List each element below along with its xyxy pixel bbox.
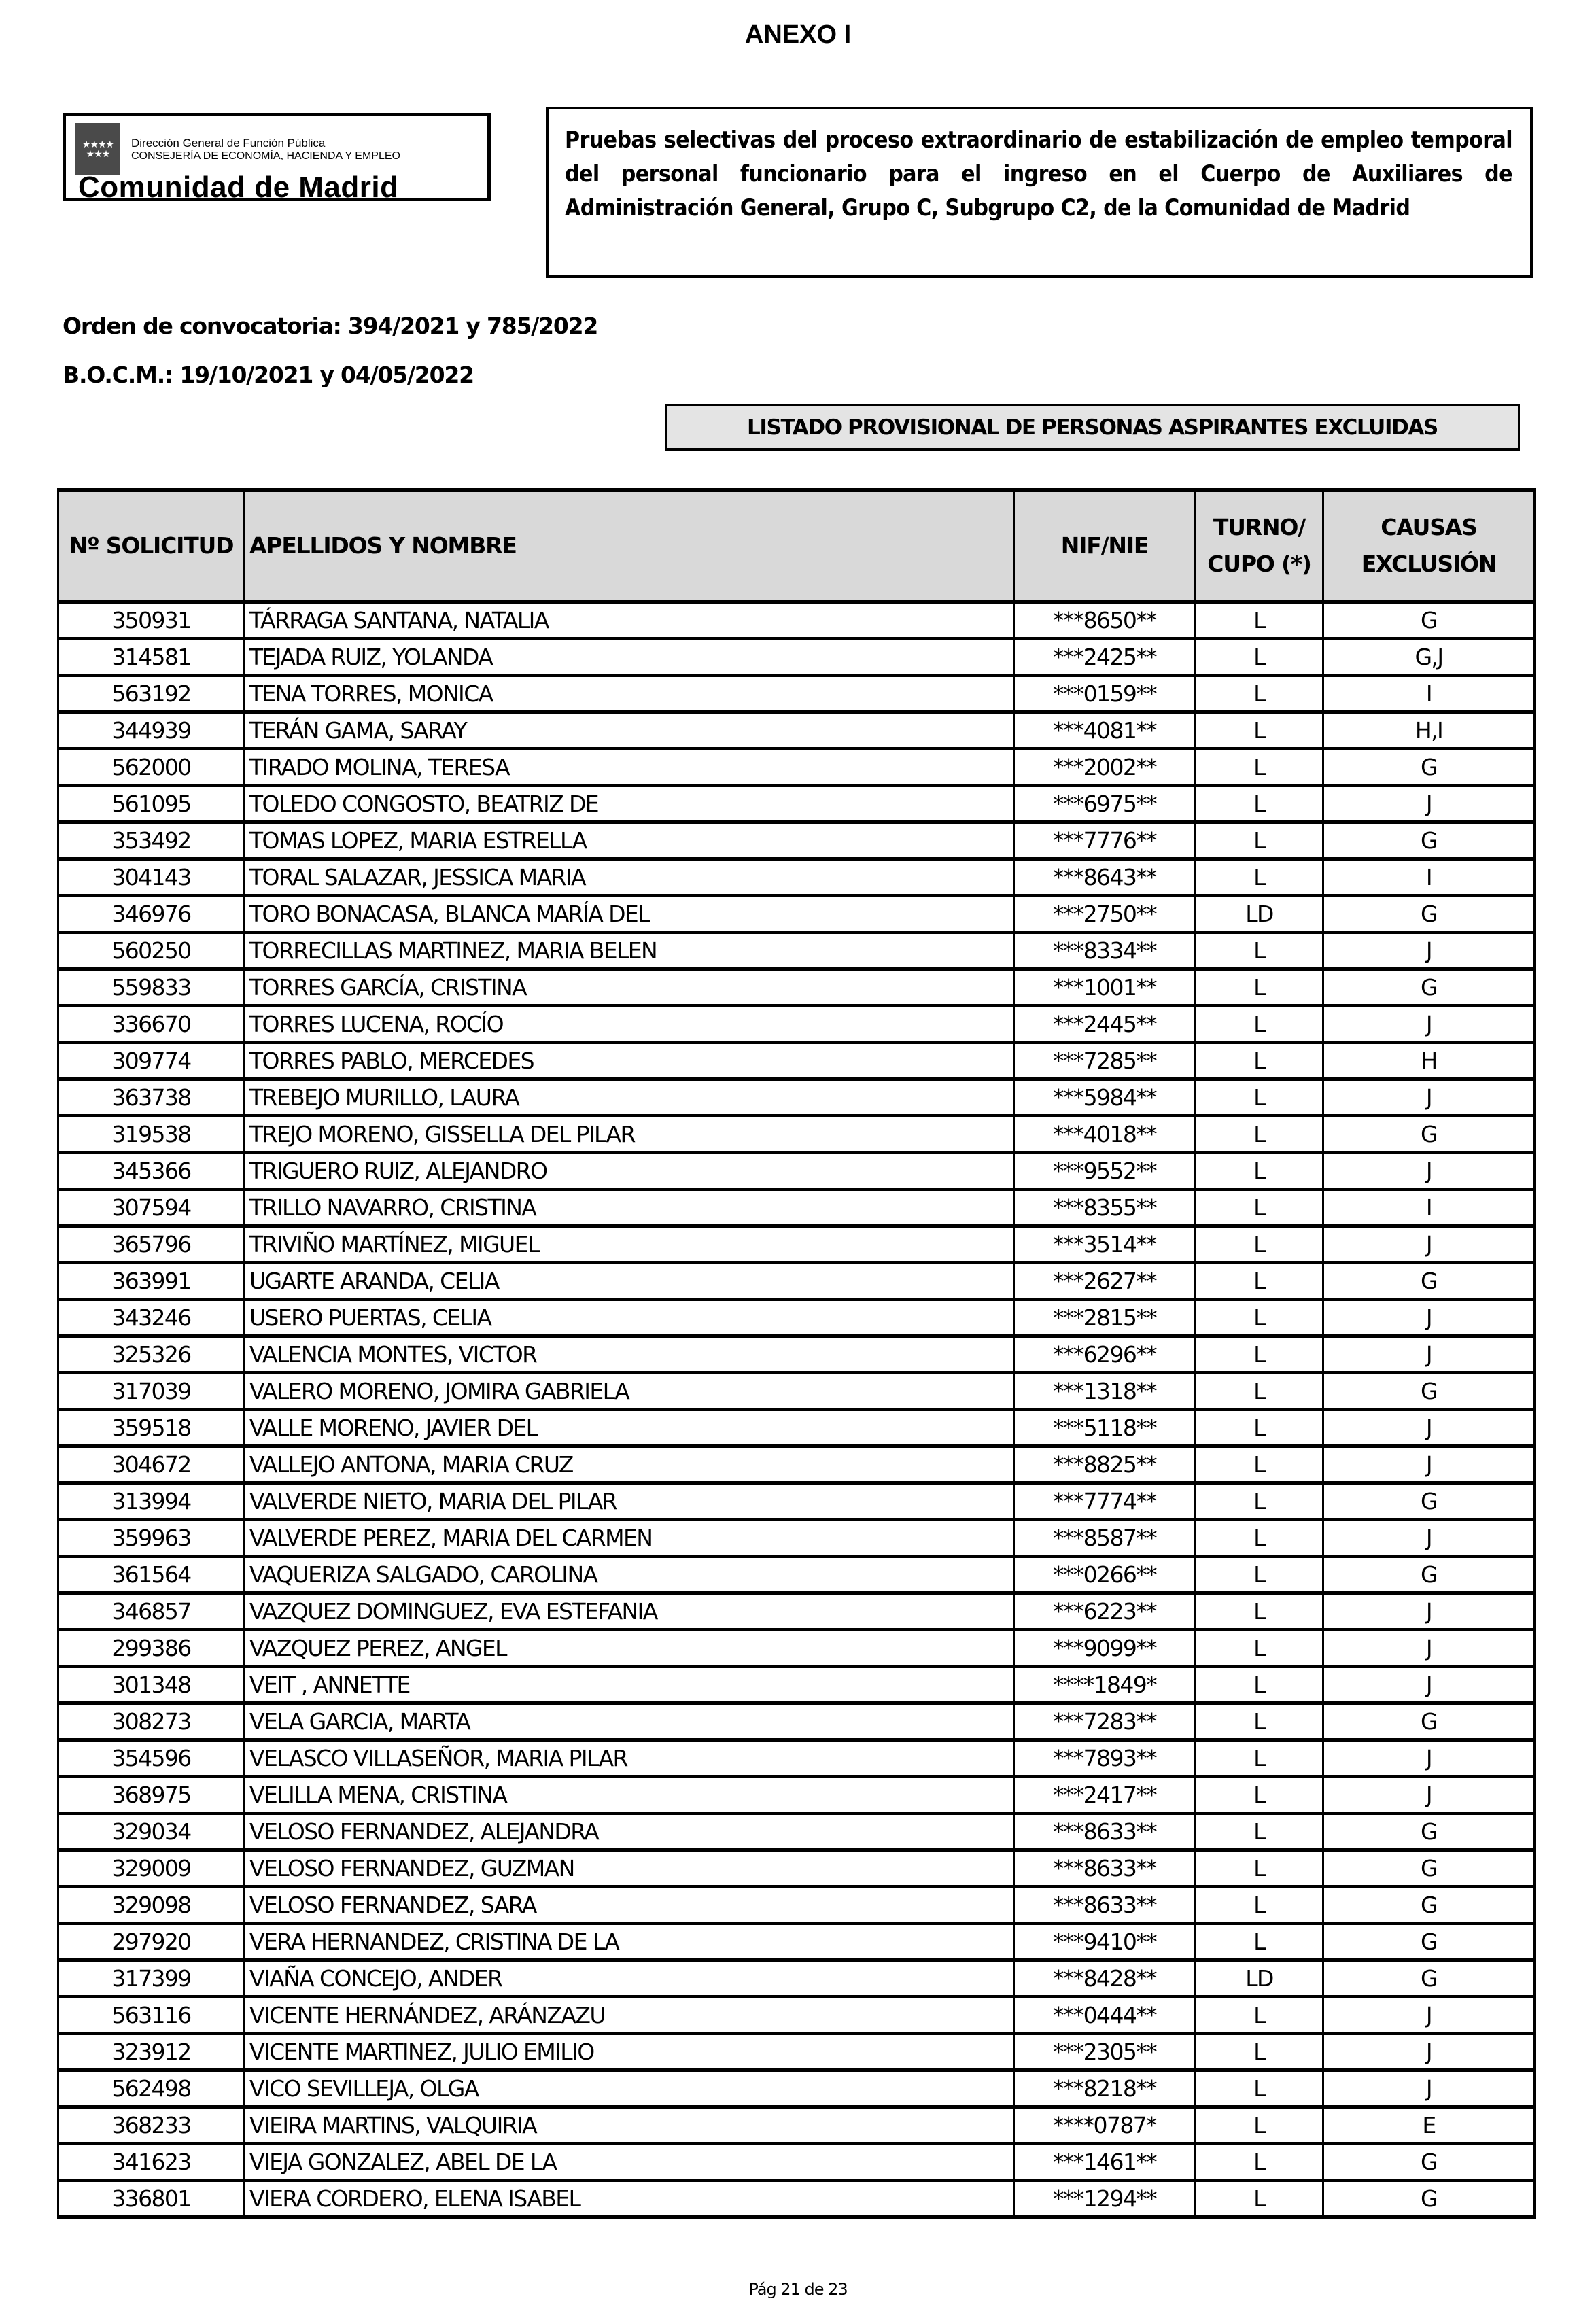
cell-nif: ***2417** <box>1014 1777 1196 1814</box>
cell-solicitud: 308273 <box>58 1703 245 1740</box>
table-row <box>58 2144 1535 2181</box>
cell-nombre: TERÁN GAMA, SARAY <box>245 712 1014 749</box>
cell-turno: L <box>1196 2034 1323 2070</box>
cell-causas: G <box>1323 1924 1535 1960</box>
cell-nombre: TOMAS LOPEZ, MARIA ESTRELLA <box>245 822 1014 859</box>
cell-nombre: VELA GARCIA, MARTA <box>245 1703 1014 1740</box>
cell-nombre: TORO BONACASA, BLANCA MARÍA DEL <box>245 896 1014 933</box>
cell-solicitud: 319538 <box>58 1116 245 1153</box>
cell-nif: ***2002** <box>1014 749 1196 786</box>
column-header-nombre: APELLIDOS Y NOMBRE <box>245 490 1014 602</box>
cell-nombre: TREBEJO MURILLO, LAURA <box>245 1079 1014 1116</box>
cell-causas: J <box>1323 786 1535 822</box>
table-row <box>58 1997 1535 2034</box>
cell-causas: G <box>1323 1887 1535 1924</box>
cell-nif: ***2445** <box>1014 1006 1196 1043</box>
cell-solicitud: 359518 <box>58 1410 245 1446</box>
table-body <box>58 602 1535 2217</box>
cell-nombre: VAQUERIZA SALGADO, CAROLINA <box>245 1557 1014 1593</box>
table-row <box>58 1300 1535 1336</box>
madrid-stars-emblem-icon <box>75 123 120 175</box>
cell-causas: G <box>1323 1814 1535 1850</box>
stars-row-2: ★★★ <box>86 148 110 159</box>
cell-nombre: VALERO MORENO, JOMIRA GABRIELA <box>245 1373 1014 1410</box>
cell-turno: L <box>1196 933 1323 969</box>
cell-turno: L <box>1196 1703 1323 1740</box>
cell-turno: L <box>1196 1777 1323 1814</box>
causas-header-line1: CAUSAS <box>1381 514 1477 540</box>
column-header-turno <box>1196 490 1323 602</box>
cell-causas: H,I <box>1323 712 1535 749</box>
table-header-row <box>58 490 1535 602</box>
logo-wordmark: Comunidad de Madrid <box>78 171 399 204</box>
table-row <box>58 676 1535 712</box>
cell-nombre: TIRADO MOLINA, TERESA <box>245 749 1014 786</box>
cell-solicitud: 563116 <box>58 1997 245 2034</box>
table-row <box>58 1630 1535 1667</box>
cell-turno: L <box>1196 1079 1323 1116</box>
cell-solicitud: 317039 <box>58 1373 245 1410</box>
table-row <box>58 1226 1535 1263</box>
table-row <box>58 933 1535 969</box>
cell-solicitud: 559833 <box>58 969 245 1006</box>
cell-turno: L <box>1196 1997 1323 2034</box>
cell-nif: ***8825** <box>1014 1446 1196 1483</box>
cell-nif: ***8334** <box>1014 933 1196 969</box>
cell-causas: J <box>1323 1410 1535 1446</box>
cell-solicitud: 368975 <box>58 1777 245 1814</box>
cell-nif: ***9099** <box>1014 1630 1196 1667</box>
cell-solicitud: 304143 <box>58 859 245 896</box>
cell-nif: ***8428** <box>1014 1960 1196 1997</box>
cell-turno: L <box>1196 1520 1323 1557</box>
cell-nombre: TREJO MORENO, GISSELLA DEL PILAR <box>245 1116 1014 1153</box>
table-row <box>58 749 1535 786</box>
cell-turno: L <box>1196 1226 1323 1263</box>
cell-nombre: VIERA CORDERO, ELENA ISABEL <box>245 2181 1014 2218</box>
cell-nif: ***1001** <box>1014 969 1196 1006</box>
table-row <box>58 822 1535 859</box>
table-row <box>58 1960 1535 1997</box>
cell-turno: L <box>1196 822 1323 859</box>
cell-causas: G <box>1323 1703 1535 1740</box>
turno-header-line1: TURNO/ <box>1213 514 1306 540</box>
cell-nif: ***8633** <box>1014 1814 1196 1850</box>
cell-nif: ***7774** <box>1014 1483 1196 1520</box>
cell-causas: G <box>1323 1483 1535 1520</box>
cell-nombre: VELASCO VILLASEÑOR, MARIA PILAR <box>245 1740 1014 1777</box>
table-row <box>58 1190 1535 1226</box>
cell-causas: J <box>1323 1446 1535 1483</box>
cell-turno: L <box>1196 1667 1323 1703</box>
comunidad-de-madrid-logo <box>63 113 491 204</box>
cell-nombre: VALVERDE NIETO, MARIA DEL PILAR <box>245 1483 1014 1520</box>
cell-causas: I <box>1323 859 1535 896</box>
cell-nombre: TRILLO NAVARRO, CRISTINA <box>245 1190 1014 1226</box>
table-row <box>58 1520 1535 1557</box>
table-row <box>58 1593 1535 1630</box>
list-title: LISTADO PROVISIONAL DE PERSONAS ASPIRANTES EXCLUIDAS <box>665 404 1520 451</box>
table-row <box>58 639 1535 676</box>
table-row <box>58 1557 1535 1593</box>
cell-causas: J <box>1323 933 1535 969</box>
cell-nombre: VELOSO FERNANDEZ, SARA <box>245 1887 1014 1924</box>
cell-nif: ***7285** <box>1014 1043 1196 1079</box>
cell-solicitud: 365796 <box>58 1226 245 1263</box>
cell-nombre: VERA HERNANDEZ, CRISTINA DE LA <box>245 1924 1014 1960</box>
table-row <box>58 786 1535 822</box>
cell-nombre: TORRES GARCÍA, CRISTINA <box>245 969 1014 1006</box>
cell-turno: L <box>1196 639 1323 676</box>
table-row <box>58 1263 1535 1300</box>
cell-solicitud: 561095 <box>58 786 245 822</box>
cell-nif: ***0444** <box>1014 1997 1196 2034</box>
cell-turno: L <box>1196 2070 1323 2107</box>
table-row <box>58 2181 1535 2218</box>
table-row <box>58 1116 1535 1153</box>
cell-causas: G <box>1323 969 1535 1006</box>
cell-causas: J <box>1323 1336 1535 1373</box>
cell-causas: G <box>1323 1850 1535 1887</box>
cell-causas: J <box>1323 1006 1535 1043</box>
cell-nombre: TORAL SALAZAR, JESSICA MARIA <box>245 859 1014 896</box>
cell-solicitud: 313994 <box>58 1483 245 1520</box>
cell-turno: L <box>1196 676 1323 712</box>
bocm-dates: B.O.C.M.: 19/10/2021 y 04/05/2022 <box>63 362 474 388</box>
cell-solicitud: 314581 <box>58 639 245 676</box>
cell-solicitud: 301348 <box>58 1667 245 1703</box>
table-row <box>58 2107 1535 2144</box>
cell-turno: L <box>1196 1043 1323 1079</box>
stars-row-1: ★★★★ <box>82 139 114 150</box>
cell-nif: ***2425** <box>1014 639 1196 676</box>
cell-turno: L <box>1196 1814 1323 1850</box>
cell-causas: J <box>1323 1153 1535 1190</box>
cell-nombre: TRIVIÑO MARTÍNEZ, MIGUEL <box>245 1226 1014 1263</box>
cell-turno: L <box>1196 2181 1323 2218</box>
cell-turno: L <box>1196 1410 1323 1446</box>
cell-turno: L <box>1196 1373 1323 1410</box>
cell-solicitud: 329034 <box>58 1814 245 1850</box>
cell-nif: ***7776** <box>1014 822 1196 859</box>
cell-nif: ****0787* <box>1014 2107 1196 2144</box>
cell-solicitud: 344939 <box>58 712 245 749</box>
cell-nif: ***8218** <box>1014 2070 1196 2107</box>
column-header-nif: NIF/NIE <box>1014 490 1196 602</box>
cell-solicitud: 336670 <box>58 1006 245 1043</box>
cell-turno: L <box>1196 1153 1323 1190</box>
table-row <box>58 1446 1535 1483</box>
cell-nombre: TOLEDO CONGOSTO, BEATRIZ DE <box>245 786 1014 822</box>
cell-nombre: TÁRRAGA SANTANA, NATALIA <box>245 602 1014 639</box>
cell-nombre: TENA TORRES, MONICA <box>245 676 1014 712</box>
cell-nombre: VALENCIA MONTES, VICTOR <box>245 1336 1014 1373</box>
cell-nif: ***5118** <box>1014 1410 1196 1446</box>
cell-turno: L <box>1196 786 1323 822</box>
cell-nif: ***8633** <box>1014 1887 1196 1924</box>
cell-turno: L <box>1196 1116 1323 1153</box>
table-row <box>58 1887 1535 1924</box>
cell-turno: L <box>1196 1630 1323 1667</box>
cell-solicitud: 336801 <box>58 2181 245 2218</box>
table-row <box>58 1006 1535 1043</box>
cell-nombre: VEIT , ANNETTE <box>245 1667 1014 1703</box>
cell-nif: ***8633** <box>1014 1850 1196 1887</box>
table-row <box>58 712 1535 749</box>
cell-solicitud: 325326 <box>58 1336 245 1373</box>
table-row <box>58 1703 1535 1740</box>
cell-solicitud: 304672 <box>58 1446 245 1483</box>
cell-solicitud: 297920 <box>58 1924 245 1960</box>
cell-nif: ***2815** <box>1014 1300 1196 1336</box>
cell-causas: G <box>1323 1960 1535 1997</box>
cell-turno: LD <box>1196 896 1323 933</box>
cell-causas: J <box>1323 1593 1535 1630</box>
table-row <box>58 1814 1535 1850</box>
cell-nombre: VICENTE HERNÁNDEZ, ARÁNZAZU <box>245 1997 1014 2034</box>
cell-turno: LD <box>1196 1960 1323 1997</box>
causas-header-line2: EXCLUSIÓN <box>1361 551 1497 577</box>
cell-nif: ****1849* <box>1014 1667 1196 1703</box>
cell-nif: ***8650** <box>1014 602 1196 639</box>
cell-solicitud: 329098 <box>58 1887 245 1924</box>
cell-turno: L <box>1196 1190 1323 1226</box>
cell-turno: L <box>1196 1887 1323 1924</box>
cell-causas: J <box>1323 1079 1535 1116</box>
cell-nombre: UGARTE ARANDA, CELIA <box>245 1263 1014 1300</box>
cell-nif: ***2305** <box>1014 2034 1196 2070</box>
cell-turno: L <box>1196 749 1323 786</box>
cell-solicitud: 329009 <box>58 1850 245 1887</box>
table-row <box>58 2070 1535 2107</box>
cell-solicitud: 323912 <box>58 2034 245 2070</box>
cell-turno: L <box>1196 1006 1323 1043</box>
turno-header-line2: CUPO (*) <box>1207 551 1311 577</box>
cell-turno: L <box>1196 1446 1323 1483</box>
cell-solicitud: 361564 <box>58 1557 245 1593</box>
cell-nombre: USERO PUERTAS, CELIA <box>245 1300 1014 1336</box>
cell-nif: ***8587** <box>1014 1520 1196 1557</box>
cell-turno: L <box>1196 2107 1323 2144</box>
cell-causas: J <box>1323 1300 1535 1336</box>
cell-nif: ***2627** <box>1014 1263 1196 1300</box>
table-row <box>58 1924 1535 1960</box>
cell-nombre: VELOSO FERNANDEZ, GUZMAN <box>245 1850 1014 1887</box>
cell-causas: G <box>1323 1557 1535 1593</box>
cell-causas: I <box>1323 1190 1535 1226</box>
cell-turno: L <box>1196 859 1323 896</box>
cell-solicitud: 354596 <box>58 1740 245 1777</box>
cell-nombre: VAZQUEZ PEREZ, ANGEL <box>245 1630 1014 1667</box>
cell-nif: ***4018** <box>1014 1116 1196 1153</box>
cell-nombre: VICO SEVILLEJA, OLGA <box>245 2070 1014 2107</box>
cell-solicitud: 299386 <box>58 1630 245 1667</box>
cell-turno: L <box>1196 1336 1323 1373</box>
cell-nif: ***6223** <box>1014 1593 1196 1630</box>
process-description-box <box>546 107 1533 278</box>
cell-causas: J <box>1323 2070 1535 2107</box>
table-row <box>58 1336 1535 1373</box>
cell-nombre: VELILLA MENA, CRISTINA <box>245 1777 1014 1814</box>
cell-nombre: VALLE MORENO, JAVIER DEL <box>245 1410 1014 1446</box>
cell-nombre: VICENTE MARTINEZ, JULIO EMILIO <box>245 2034 1014 2070</box>
cell-solicitud: 563192 <box>58 676 245 712</box>
cell-nif: ***9410** <box>1014 1924 1196 1960</box>
orden-convocatoria: Orden de convocatoria: 394/2021 y 785/2022 <box>63 313 598 339</box>
cell-nif: ***7893** <box>1014 1740 1196 1777</box>
cell-solicitud: 353492 <box>58 822 245 859</box>
cell-causas: G <box>1323 1116 1535 1153</box>
table-row <box>58 1410 1535 1446</box>
table-row <box>58 1079 1535 1116</box>
cell-causas: J <box>1323 1520 1535 1557</box>
cell-nif: ***9552** <box>1014 1153 1196 1190</box>
cell-causas: G <box>1323 896 1535 933</box>
cell-causas: J <box>1323 1630 1535 1667</box>
cell-turno: L <box>1196 1263 1323 1300</box>
cell-nif: ***5984** <box>1014 1079 1196 1116</box>
cell-nif: ***1318** <box>1014 1373 1196 1410</box>
cell-nombre: VIEJA GONZALEZ, ABEL DE LA <box>245 2144 1014 2181</box>
cell-turno: L <box>1196 1300 1323 1336</box>
cell-solicitud: 560250 <box>58 933 245 969</box>
cell-solicitud: 345366 <box>58 1153 245 1190</box>
table-row <box>58 602 1535 639</box>
cell-solicitud: 363738 <box>58 1079 245 1116</box>
cell-solicitud: 562000 <box>58 749 245 786</box>
cell-solicitud: 346976 <box>58 896 245 933</box>
table-row <box>58 896 1535 933</box>
cell-turno: L <box>1196 712 1323 749</box>
cell-turno: L <box>1196 1483 1323 1520</box>
cell-nombre: TRIGUERO RUIZ, ALEJANDRO <box>245 1153 1014 1190</box>
cell-nif: ***8643** <box>1014 859 1196 896</box>
cell-nif: ***3514** <box>1014 1226 1196 1263</box>
cell-nif: ***6296** <box>1014 1336 1196 1373</box>
cell-causas: G <box>1323 1263 1535 1300</box>
cell-solicitud: 350931 <box>58 602 245 639</box>
cell-nif: ***1294** <box>1014 2181 1196 2218</box>
cell-nif: ***0159** <box>1014 676 1196 712</box>
logo-ministry: CONSEJERÍA DE ECONOMÍA, HACIENDA Y EMPLEO <box>131 150 400 162</box>
excluded-applicants-table <box>57 488 1536 2219</box>
cell-causas: I <box>1323 676 1535 712</box>
page-number: Pág 21 de 23 <box>748 2280 848 2299</box>
cell-turno: L <box>1196 1593 1323 1630</box>
cell-nombre: VAZQUEZ DOMINGUEZ, EVA ESTEFANIA <box>245 1593 1014 1630</box>
table-row <box>58 1483 1535 1520</box>
cell-turno: L <box>1196 969 1323 1006</box>
process-description: Pruebas selectivas del proceso extraordinario de estabilización de empleo temporal del personal funcionario para el ingreso en el Cuerpo de Auxiliares de Administración General, Grupo C, Subgrupo C2, de la Comunidad de Madrid <box>565 126 1512 221</box>
cell-solicitud: 562498 <box>58 2070 245 2107</box>
cell-solicitud: 343246 <box>58 1300 245 1336</box>
cell-solicitud: 317399 <box>58 1960 245 1997</box>
cell-turno: L <box>1196 1557 1323 1593</box>
cell-nif: ***2750** <box>1014 896 1196 933</box>
cell-nombre: VALVERDE PEREZ, MARIA DEL CARMEN <box>245 1520 1014 1557</box>
table-row <box>58 1153 1535 1190</box>
cell-solicitud: 363991 <box>58 1263 245 1300</box>
cell-causas: J <box>1323 1740 1535 1777</box>
cell-nif: ***0266** <box>1014 1557 1196 1593</box>
table-row <box>58 2034 1535 2070</box>
cell-turno: L <box>1196 602 1323 639</box>
cell-nombre: TORRECILLAS MARTINEZ, MARIA BELEN <box>245 933 1014 969</box>
cell-solicitud: 368233 <box>58 2107 245 2144</box>
cell-nif: ***1461** <box>1014 2144 1196 2181</box>
cell-turno: L <box>1196 2144 1323 2181</box>
cell-nombre: VALLEJO ANTONA, MARIA CRUZ <box>245 1446 1014 1483</box>
cell-solicitud: 309774 <box>58 1043 245 1079</box>
cell-causas: G <box>1323 2144 1535 2181</box>
cell-causas: J <box>1323 1997 1535 2034</box>
table-row <box>58 1850 1535 1887</box>
cell-solicitud: 307594 <box>58 1190 245 1226</box>
cell-solicitud: 359963 <box>58 1520 245 1557</box>
cell-causas: H <box>1323 1043 1535 1079</box>
cell-turno: L <box>1196 1850 1323 1887</box>
cell-causas: J <box>1323 2034 1535 2070</box>
cell-nif: ***6975** <box>1014 786 1196 822</box>
cell-nombre: TORRES PABLO, MERCEDES <box>245 1043 1014 1079</box>
cell-causas: G <box>1323 2181 1535 2218</box>
logo-directorate: Dirección General de Función Pública <box>131 137 326 150</box>
cell-causas: G <box>1323 602 1535 639</box>
cell-causas: G <box>1323 1373 1535 1410</box>
cell-turno: L <box>1196 1740 1323 1777</box>
cell-causas: J <box>1323 1667 1535 1703</box>
cell-causas: E <box>1323 2107 1535 2144</box>
cell-nombre: TORRES LUCENA, ROCÍO <box>245 1006 1014 1043</box>
cell-nombre: VIAÑA CONCEJO, ANDER <box>245 1960 1014 1997</box>
cell-nif: ***8355** <box>1014 1190 1196 1226</box>
cell-causas: J <box>1323 1777 1535 1814</box>
table-row <box>58 859 1535 896</box>
cell-nombre: VELOSO FERNANDEZ, ALEJANDRA <box>245 1814 1014 1850</box>
cell-nombre: TEJADA RUIZ, YOLANDA <box>245 639 1014 676</box>
cell-turno: L <box>1196 1924 1323 1960</box>
table-row <box>58 1667 1535 1703</box>
cell-causas: G <box>1323 822 1535 859</box>
cell-nif: ***4081** <box>1014 712 1196 749</box>
cell-nombre: VIEIRA MARTINS, VALQUIRIA <box>245 2107 1014 2144</box>
column-header-causas <box>1323 490 1535 602</box>
table-row <box>58 1373 1535 1410</box>
cell-causas: J <box>1323 1226 1535 1263</box>
cell-solicitud: 341623 <box>58 2144 245 2181</box>
table-row <box>58 1043 1535 1079</box>
cell-nif: ***7283** <box>1014 1703 1196 1740</box>
column-header-solicitud: Nº SOLICITUD <box>58 490 245 602</box>
table-row <box>58 969 1535 1006</box>
cell-causas: G <box>1323 749 1535 786</box>
table-row <box>58 1740 1535 1777</box>
cell-causas: G,J <box>1323 639 1535 676</box>
table-row <box>58 1777 1535 1814</box>
annex-title: ANEXO I <box>744 20 852 49</box>
cell-solicitud: 346857 <box>58 1593 245 1630</box>
